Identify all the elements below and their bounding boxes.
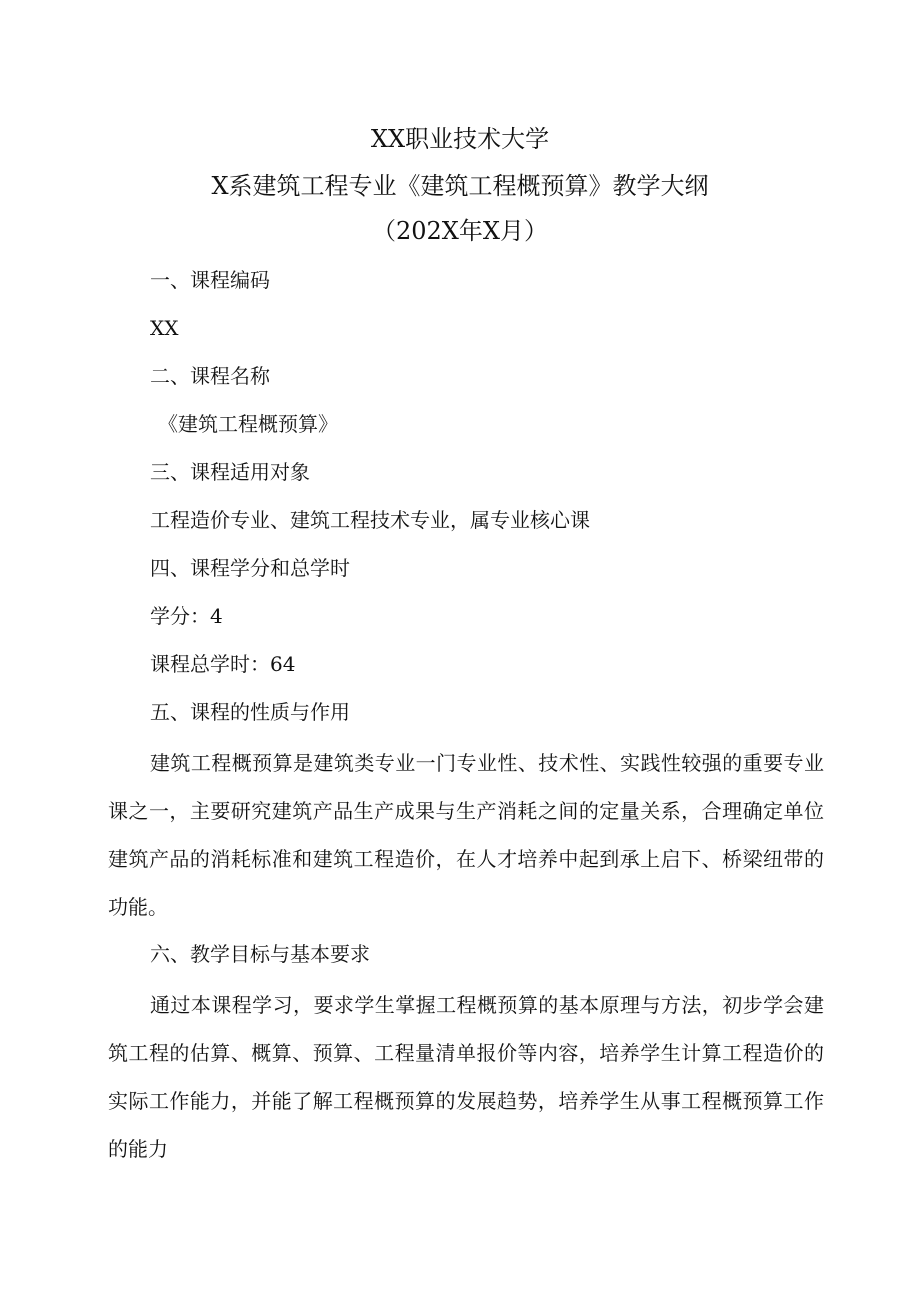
nature-role-paragraph: 建筑工程概预算是建筑类专业一门专业性、技术性、实践性较强的重要专业课之一，主要研究建筑产品生产成果与生产消耗之间的定量关系，合理确定单位建筑产品的消耗标准和建筑工程造价，在人才培养中起到承上启下、桥梁纽带的功能。 [108, 751, 824, 919]
syllabus-date: （202X年X月） [372, 217, 548, 245]
section-heading-course-code: 一、课程编码 [150, 268, 270, 292]
target-audience-value: 工程造价专业、建筑工程技术专业，属专业核心课 [150, 508, 590, 532]
credits-value: 学分：4 [150, 604, 223, 628]
university-name: XX职业技术大学 [370, 125, 550, 153]
section-heading-credits-hours: 四、课程学分和总学时 [150, 556, 350, 580]
section-heading-course-name: 二、课程名称 [150, 364, 270, 388]
course-code-value: XX [150, 316, 179, 340]
section-heading-target-audience: 三、课程适用对象 [150, 460, 310, 484]
syllabus-title: X系建筑工程专业《建筑工程概预算》教学大纲 [211, 172, 709, 200]
section-heading-nature-role: 五、课程的性质与作用 [150, 700, 350, 724]
section-heading-objectives: 六、教学目标与基本要求 [150, 942, 370, 966]
course-name-value: 《建筑工程概预算》 [158, 412, 338, 436]
objectives-paragraph: 通过本课程学习，要求学生掌握工程概预算的基本原理与方法，初步学会建筑工程的估算、概算、预算、工程量清单报价等内容，培养学生计算工程造价的实际工作能力，并能了解工程概预算的发展趋势，培养学生从事工程概预算工作的能力 [108, 993, 824, 1161]
total-hours-value: 课程总学时：64 [150, 652, 296, 676]
